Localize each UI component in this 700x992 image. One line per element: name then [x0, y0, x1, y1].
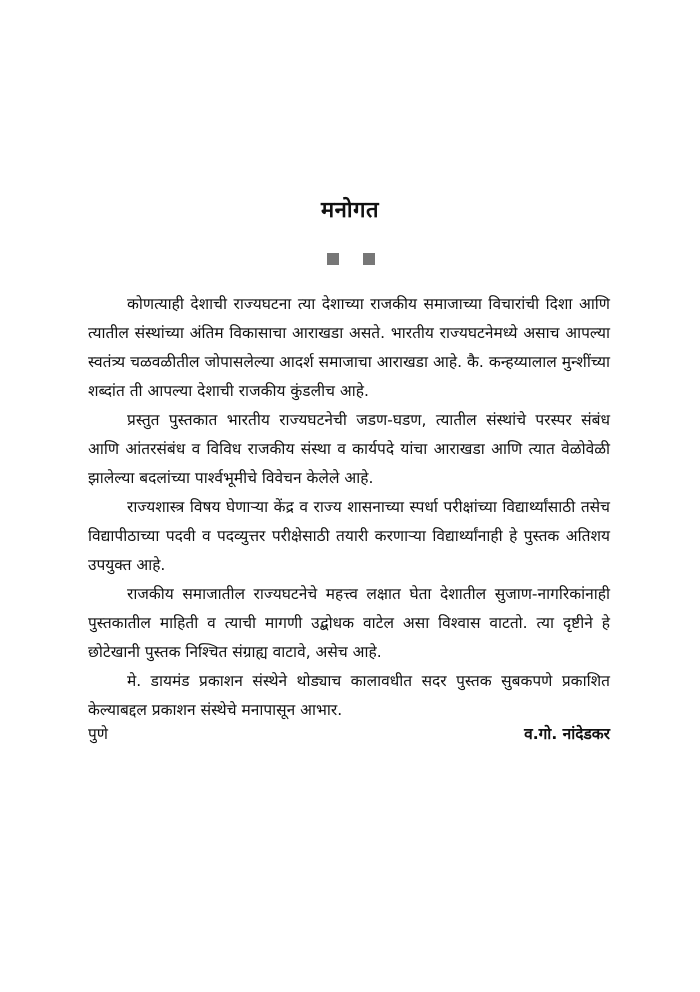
title-ornament: [327, 253, 375, 265]
paragraph-1: कोणत्याही देशाची राज्यघटना त्या देशाच्या राजकीय समाजाच्या विचारांची दिशा आणि त्यातील संस्थांच्या अंतिम विकासाचा आराखडा असते. भारतीय राज्यघटनेमध्ये असाच आपल्या स्वतंत्र्य चळवळीतील जोपासलेल्या आदर्श समाजाचा आराखडा आहे. कै. कन्हय्यालाल मुन्शींच्या शब्दांत ती आपल्या देशाची राजकीय कुंडलीच आहे.: [88, 295, 610, 400]
page-title: मनोगत: [321, 198, 379, 223]
author-name: व.गो. नांदेडकर: [524, 725, 610, 743]
ornament-square-icon: [327, 253, 339, 265]
paragraph-4: राजकीय समाजातील राज्यघटनेचे महत्त्व लक्षात घेता देशातील सुजाण-नागरिकांनाही पुस्तकातील माहिती व त्याची मागणी उद्बोधक वाटेल असा विश्वास वाटतो. त्या दृष्टीने हे छोटेखानी पुस्तक निश्चित संग्राह्य वाटावे, असेच आहे.: [88, 585, 610, 661]
paragraph-3: राज्यशास्त्र विषय घेणाऱ्या केंद्र व राज्य शासनाच्या स्पर्धा परीक्षांच्या विद्यार्थ्यांसाठी तसेच विद्यापीठाच्या पदवी व पदव्युत्तर परीक्षेसाठी तयारी करणाऱ्या विद्यार्थ्यांनाही हे पुस्तक अतिशय उपयुक्त आहे.: [88, 498, 610, 574]
place-name: पुणे: [88, 725, 109, 743]
signature-block: [88, 720, 610, 748]
paragraph-2: प्रस्तुत पुस्तकात भारतीय राज्यघटनेची जडण-घडण, त्यातील संस्थांचे परस्पर संबंध आणि आंतरसंबंध व विविध राजकीय संस्था व कार्यपदे यांचा आराखडा आणि त्यात वेळोवेळी झालेल्या बदलांच्या पार्श्वभूमीचे विवेचन केलेले आहे.: [88, 411, 610, 487]
preface-body: [88, 290, 610, 725]
paragraph-5: मे. डायमंड प्रकाशन संस्थेने थोड्याच कालावधीत सदर पुस्तक सुबकपणे प्रकाशित केल्याबद्दल प्रकाशन संस्थेचे मनापासून आभार.: [88, 672, 610, 719]
ornament-square-icon: [363, 253, 375, 265]
